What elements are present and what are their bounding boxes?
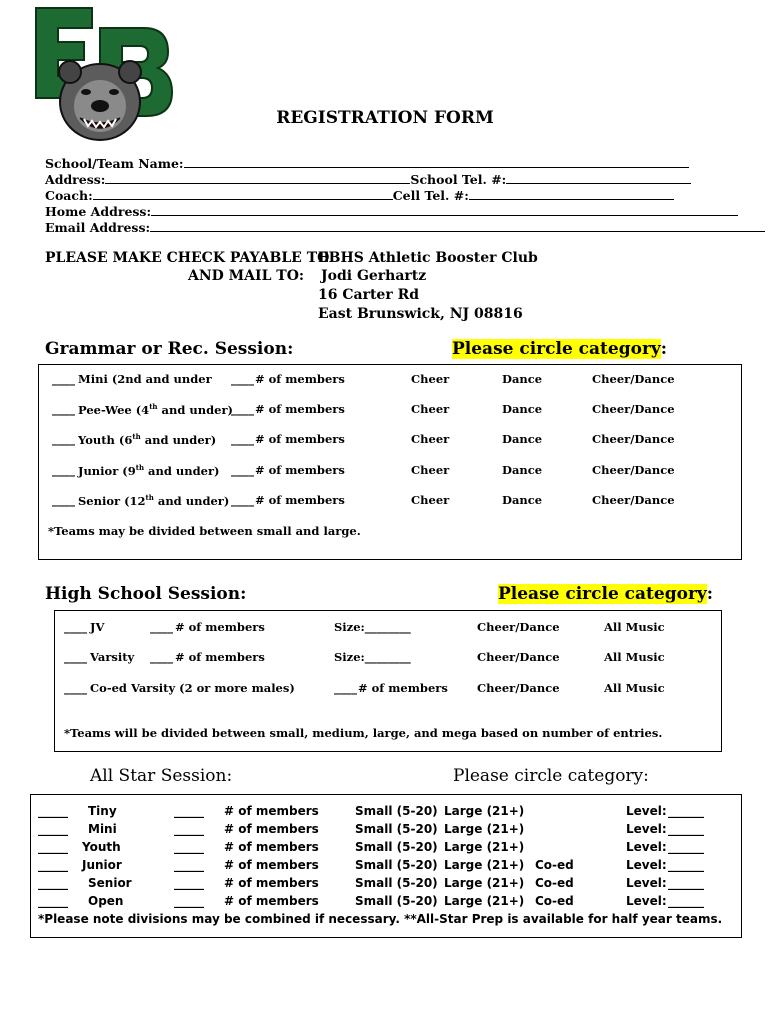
grammar-division-sup: th: [145, 493, 154, 502]
grammar-members-blank[interactable]: ____: [231, 432, 254, 446]
allstar-level-blank[interactable]: ______: [668, 894, 704, 908]
grammar-section-title: Grammar or Rec. Session:: [45, 339, 294, 359]
allstar-division-label: Junior: [82, 858, 122, 872]
hs-size-field[interactable]: Size:________: [334, 650, 411, 664]
cell-tel-input-line[interactable]: [469, 188, 674, 200]
category-large[interactable]: Large (21+): [444, 804, 525, 818]
hs-members-blank[interactable]: ____: [334, 681, 357, 695]
grammar-division-blank[interactable]: ____: [52, 432, 75, 446]
category-cheer[interactable]: Cheer: [411, 432, 450, 446]
hs-members-label: # of members: [175, 650, 265, 664]
home-address-input-line[interactable]: [151, 204, 738, 216]
home-address-field[interactable]: [45, 204, 738, 219]
category-dance[interactable]: Dance: [502, 463, 543, 477]
grammar-members-blank[interactable]: ____: [231, 493, 254, 507]
category-coed[interactable]: Co-ed: [535, 858, 574, 872]
allstar-level-label: Level:: [626, 894, 667, 908]
grammar-division-text: Mini (2nd and under: [78, 372, 212, 386]
allstar-division-blank[interactable]: _____: [38, 804, 68, 818]
allstar-level-label: Level:: [626, 858, 667, 872]
grammar-members-blank[interactable]: ____: [231, 463, 254, 477]
category-cheer-dance[interactable]: Cheer/Dance: [592, 463, 675, 477]
coach-field[interactable]: [45, 188, 674, 203]
grammar-division-blank[interactable]: ____: [52, 493, 75, 507]
allstar-level-blank[interactable]: ______: [668, 804, 704, 818]
school-tel-input-line[interactable]: [506, 172, 691, 184]
hs-division-label: JV: [90, 620, 105, 634]
allstar-members-label: # of members: [224, 822, 319, 836]
payable-label: PLEASE MAKE CHECK PAYABLE TO:: [45, 250, 335, 266]
grammar-division-label: [78, 402, 233, 417]
category-cheer-dance[interactable]: Cheer/Dance: [592, 432, 675, 446]
mail-label: AND MAIL TO:: [188, 268, 305, 284]
allstar-section-title: All Star Session:: [90, 766, 233, 786]
allstar-division-blank[interactable]: _____: [38, 858, 68, 872]
grammar-division-sup: th: [135, 463, 145, 472]
category-small[interactable]: Small (5-20): [355, 804, 438, 818]
payee-contact: Jodi Gerhartz: [321, 268, 427, 284]
category-cheer-dance[interactable]: Cheer/Dance: [592, 372, 675, 386]
hs-division-blank[interactable]: ____: [64, 681, 87, 695]
allstar-division-label: Youth: [82, 840, 121, 854]
grammar-members-label: # of members: [255, 402, 345, 416]
school-tel-label: School Tel. #:: [410, 172, 507, 187]
grammar-division-text: Pee-Wee (4: [78, 402, 150, 417]
hs-division-label: Co-ed Varsity (2 or more males): [90, 681, 295, 695]
grammar-members-blank[interactable]: ____: [231, 402, 254, 416]
allstar-circle-category: Please circle category:: [453, 766, 649, 786]
category-dance[interactable]: Dance: [502, 493, 543, 507]
hs-circle-colon: :: [706, 584, 714, 604]
hs-division-blank[interactable]: ____: [64, 620, 87, 634]
allstar-members-label: # of members: [224, 858, 319, 872]
grammar-division-text-end: and under): [144, 463, 220, 478]
grammar-note: *Teams may be divided between small and large.: [48, 524, 361, 538]
category-dance[interactable]: Dance: [502, 402, 543, 416]
home-address-label: Home Address:: [45, 204, 152, 219]
allstar-division-blank[interactable]: _____: [38, 894, 68, 908]
grammar-division-sup: th: [149, 402, 158, 411]
address-field[interactable]: [45, 172, 691, 187]
allstar-level-label: Level:: [626, 840, 667, 854]
hs-division-blank[interactable]: ____: [64, 650, 87, 664]
allstar-division-label: Senior: [88, 876, 132, 890]
category-cheer-dance[interactable]: Cheer/Dance: [477, 620, 560, 634]
allstar-note: *Please note divisions may be combined if necessary. **All-Star Prep is available for half year teams.: [38, 912, 723, 926]
grammar-division-label: [78, 493, 229, 508]
email-address-input-line[interactable]: [150, 220, 765, 232]
grammar-division-text: Youth (6: [78, 432, 133, 447]
email-address-label: Email Address:: [45, 220, 151, 235]
payee-name: EBHS Athletic Booster Club: [318, 250, 538, 266]
grammar-division-label: [78, 463, 220, 478]
grammar-division-blank[interactable]: ____: [52, 463, 75, 477]
allstar-members-label: # of members: [224, 840, 319, 854]
grammar-division-label: [78, 372, 212, 386]
cell-tel-label: Cell Tel. #:: [392, 188, 469, 203]
email-address-field[interactable]: [45, 220, 765, 235]
hs-division-label: Varsity: [90, 650, 135, 664]
allstar-division-label: Open: [88, 894, 124, 908]
grammar-circle-label: Please circle category: [452, 339, 661, 359]
category-cheer[interactable]: Cheer: [411, 493, 450, 507]
allstar-division-blank[interactable]: _____: [38, 822, 68, 836]
category-large[interactable]: Large (21+): [444, 840, 525, 854]
grammar-members-label: # of members: [255, 432, 345, 446]
allstar-level-label: Level:: [626, 876, 667, 890]
coach-input-line[interactable]: [93, 188, 393, 200]
category-cheer[interactable]: Cheer: [411, 402, 450, 416]
hs-circle-label: Please circle category: [498, 584, 707, 604]
category-large[interactable]: Large (21+): [444, 876, 525, 890]
category-large[interactable]: Large (21+): [444, 858, 525, 872]
grammar-members-label: # of members: [255, 372, 345, 386]
category-cheer-dance[interactable]: Cheer/Dance: [477, 650, 560, 664]
payee-street: 16 Carter Rd: [318, 287, 419, 303]
allstar-level-blank[interactable]: ______: [668, 858, 704, 872]
allstar-members-blank[interactable]: _____: [174, 858, 204, 872]
allstar-members-blank[interactable]: _____: [174, 822, 204, 836]
grammar-division-label: [78, 432, 216, 447]
category-dance[interactable]: Dance: [502, 432, 543, 446]
grammar-division-text-end: and under): [140, 432, 217, 447]
allstar-level-blank[interactable]: ______: [668, 840, 704, 854]
allstar-members-blank[interactable]: _____: [174, 804, 204, 818]
allstar-level-label: Level:: [626, 804, 667, 818]
address-label: Address:: [45, 172, 106, 187]
grammar-division-sup: th: [132, 432, 141, 441]
allstar-division-label: Tiny: [88, 804, 117, 818]
hs-members-blank[interactable]: ____: [150, 620, 173, 634]
category-dance[interactable]: Dance: [502, 372, 543, 386]
grammar-division-text: Senior (12: [78, 493, 146, 508]
category-cheer-dance[interactable]: Cheer/Dance: [592, 402, 675, 416]
allstar-division-blank[interactable]: _____: [38, 840, 68, 854]
hs-members-blank[interactable]: ____: [150, 650, 173, 664]
category-small[interactable]: Small (5-20): [355, 894, 438, 908]
grammar-members-label: # of members: [255, 493, 345, 507]
hs-size-field[interactable]: Size:________: [334, 620, 411, 634]
category-coed[interactable]: Co-ed: [535, 876, 574, 890]
allstar-members-blank[interactable]: _____: [174, 894, 204, 908]
category-cheer[interactable]: Cheer: [411, 372, 450, 386]
category-cheer-dance[interactable]: Cheer/Dance: [592, 493, 675, 507]
allstar-members-blank[interactable]: _____: [174, 876, 204, 890]
category-all-music[interactable]: All Music: [604, 681, 665, 695]
grammar-members-blank[interactable]: ____: [231, 372, 254, 386]
school-team-field[interactable]: [45, 156, 689, 171]
category-large[interactable]: Large (21+): [444, 894, 525, 908]
allstar-level-blank[interactable]: ______: [668, 822, 704, 836]
grammar-members-label: # of members: [255, 463, 345, 477]
allstar-members-blank[interactable]: _____: [174, 840, 204, 854]
allstar-members-label: # of members: [224, 894, 319, 908]
allstar-members-label: # of members: [224, 804, 319, 818]
allstar-members-label: # of members: [224, 876, 319, 890]
hs-circle-category: [498, 584, 713, 604]
grammar-circle-colon: :: [660, 339, 668, 359]
category-small[interactable]: Small (5-20): [355, 876, 438, 890]
address-input-line[interactable]: [105, 172, 410, 184]
hs-note: *Teams will be divided between small, medium, large, and mega based on number of entries.: [64, 726, 663, 740]
category-cheer[interactable]: Cheer: [411, 463, 450, 477]
grammar-division-blank[interactable]: ____: [52, 402, 75, 416]
grammar-division-text-end: and under): [153, 493, 230, 508]
grammar-division-text-end: and under): [157, 402, 233, 417]
category-coed[interactable]: Co-ed: [535, 894, 574, 908]
school-team-label: School/Team Name:: [45, 156, 184, 171]
hs-members-label: # of members: [358, 681, 448, 695]
category-all-music[interactable]: All Music: [604, 620, 665, 634]
grammar-division-text: Junior (9: [78, 463, 136, 478]
category-small[interactable]: Small (5-20): [355, 822, 438, 836]
category-large[interactable]: Large (21+): [444, 822, 525, 836]
category-all-music[interactable]: All Music: [604, 650, 665, 664]
category-small[interactable]: Small (5-20): [355, 858, 438, 872]
allstar-division-label: Mini: [88, 822, 117, 836]
category-cheer-dance[interactable]: Cheer/Dance: [477, 681, 560, 695]
coach-label: Coach:: [45, 188, 93, 203]
category-small[interactable]: Small (5-20): [355, 840, 438, 854]
grammar-division-blank[interactable]: ____: [52, 372, 75, 386]
page-title: REGISTRATION FORM: [276, 108, 494, 128]
payee-city: East Brunswick, NJ 08816: [318, 306, 523, 322]
hs-members-label: # of members: [175, 620, 265, 634]
school-team-input-line[interactable]: [184, 156, 689, 168]
allstar-level-blank[interactable]: ______: [668, 876, 704, 890]
bear-head-icon: [59, 61, 141, 140]
hs-section-title: High School Session:: [45, 584, 247, 604]
grammar-circle-category: [452, 339, 667, 359]
allstar-division-blank[interactable]: _____: [38, 876, 68, 890]
allstar-level-label: Level:: [626, 822, 667, 836]
